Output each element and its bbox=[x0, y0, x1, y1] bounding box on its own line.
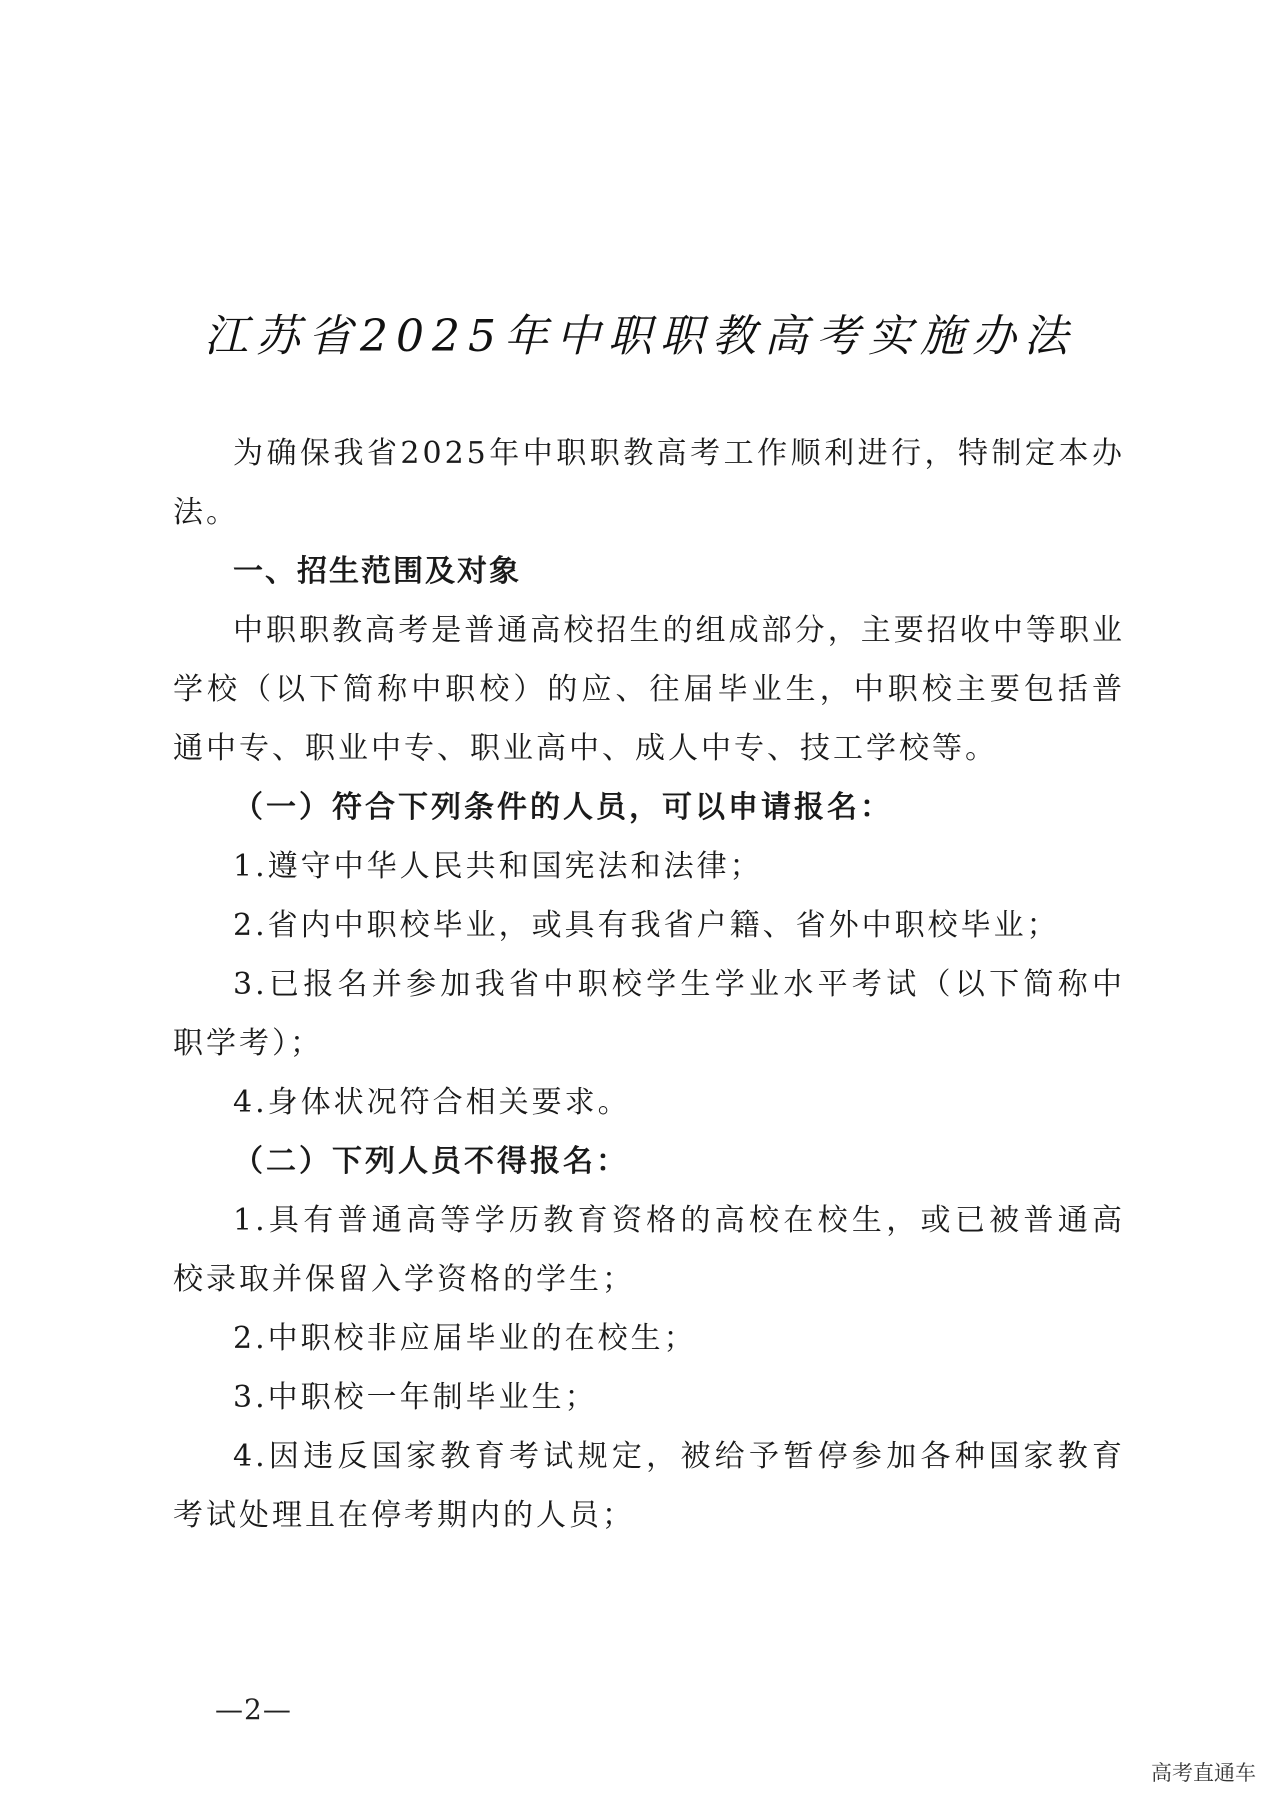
page-number: —2— bbox=[215, 1693, 292, 1726]
subsection-heading-eligible: （一）符合下列条件的人员，可以申请报名： bbox=[233, 790, 893, 825]
subsection-heading-ineligible: （二）下列人员不得报名： bbox=[233, 1144, 629, 1179]
watermark: 高考直通车 bbox=[1147, 1755, 1260, 1789]
document-body bbox=[173, 424, 1125, 1545]
list-item: 1.具有普通高等学历教育资格的高校在校生，或已被普通高校录取并保留入学资格的学生； bbox=[173, 1203, 1125, 1297]
list-item: 4.因违反国家教育考试规定，被给予暂停参加各种国家教育考试处理且在停考期内的人员； bbox=[173, 1439, 1125, 1533]
list-item: 2.省内中职校毕业，或具有我省户籍、省外中职校毕业； bbox=[233, 908, 1060, 943]
document-title: 江苏省2025年中职职教高考实施办法 bbox=[204, 311, 1076, 362]
list-item: 3.中职校一年制毕业生； bbox=[233, 1380, 598, 1415]
intro-paragraph: 为确保我省2025年中职职教高考工作顺利进行，特制定本办法。 bbox=[173, 436, 1125, 530]
section-heading: 一、招生范围及对象 bbox=[233, 554, 521, 589]
section-paragraph: 中职职教高考是普通高校招生的组成部分，主要招收中等职业学校（以下简称中职校）的应、往届毕业生，中职校主要包括普通中专、职业中专、职业高中、成人中专、技工学校等。 bbox=[173, 613, 1125, 766]
list-item: 2.中职校非应届毕业的在校生； bbox=[233, 1321, 697, 1356]
list-item: 1.遵守中华人民共和国宪法和法律； bbox=[233, 849, 763, 884]
list-item: 4.身体状况符合相关要求。 bbox=[233, 1085, 631, 1120]
list-item: 3.已报名并参加我省中职校学生学业水平考试（以下简称中职学考）； bbox=[173, 967, 1125, 1061]
